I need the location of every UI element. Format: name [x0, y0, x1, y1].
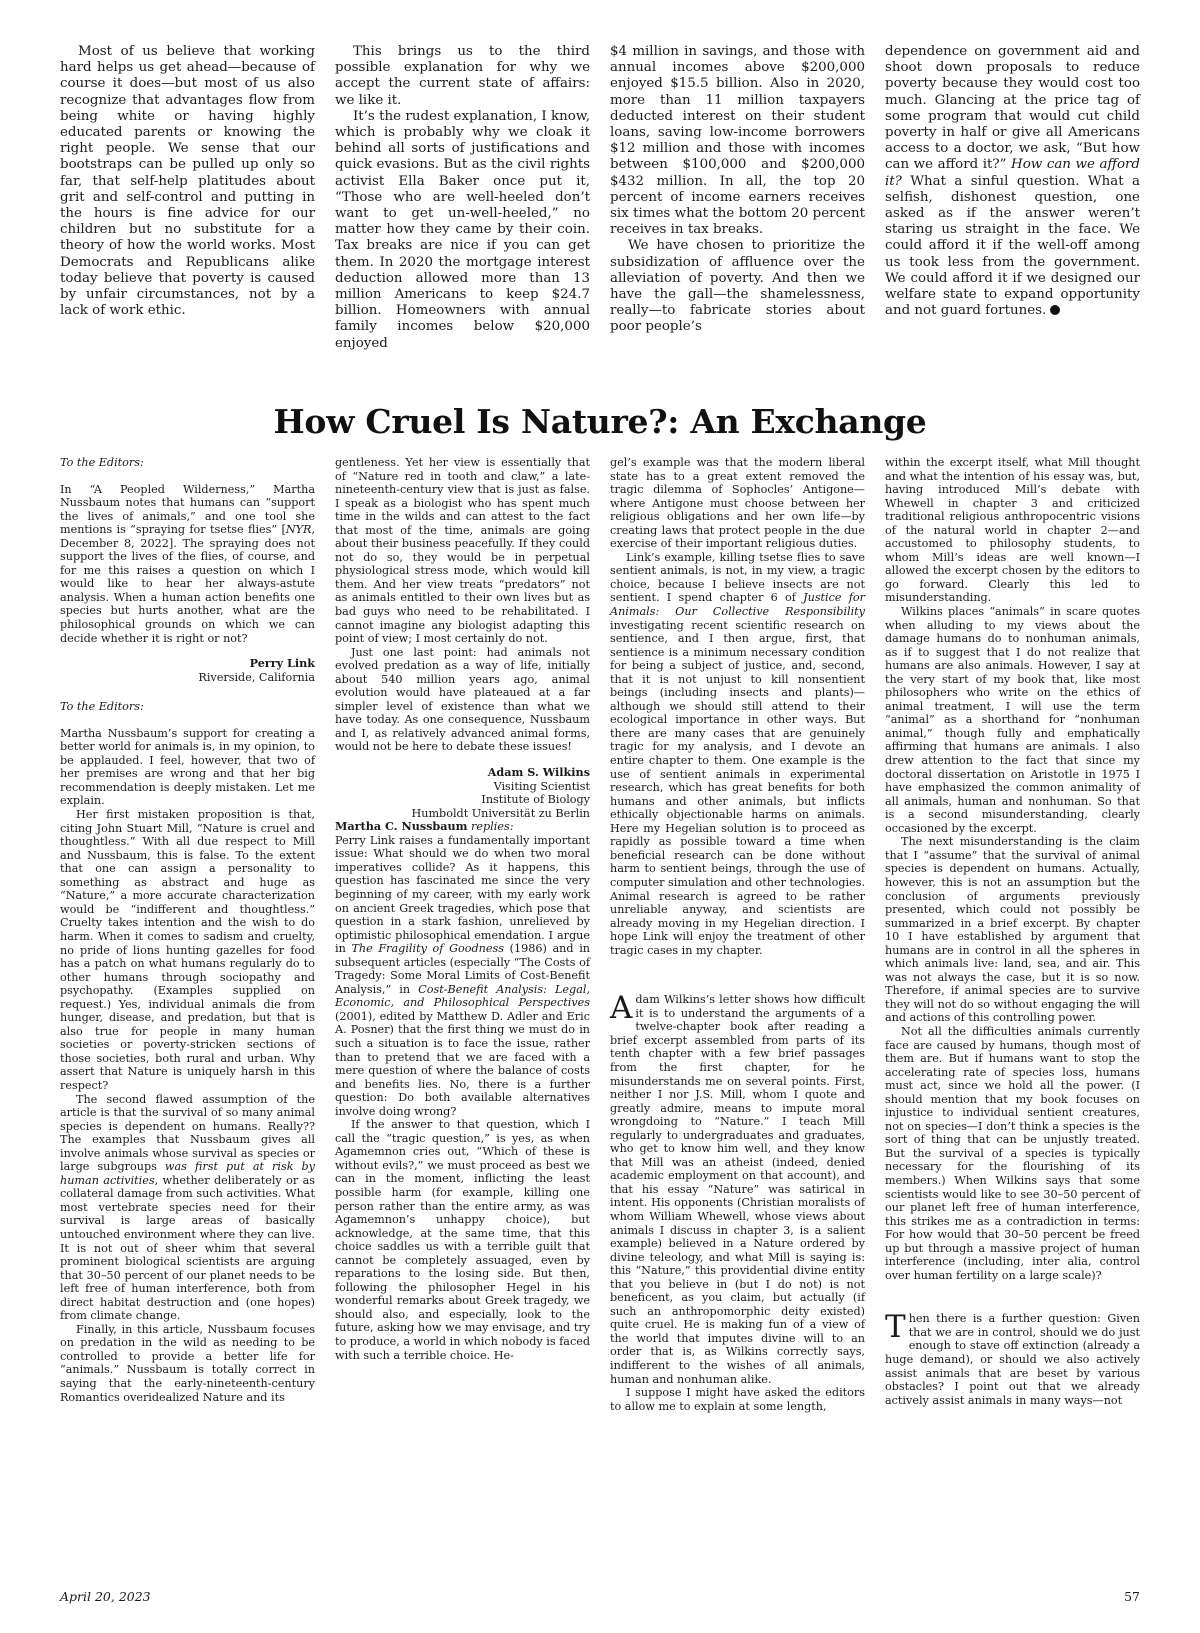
article-headline: How Cruel Is Nature?: An Exchange [273, 402, 927, 441]
reply-paragraph: If the answer to that question, which I call the “tragic question,” is yes, as when Agamemnon cries out, “Which of these is without evils?,” we must proceed as best we can in the moment, inflicting the least possible harm (for example, killing one person rather than the entire army, as was Agamemnon’s unhappy choice), but acknowledge, at the same time, that this choice saddles us with a terrible guilt that cannot be completely assuaged, even by reparations to the losing side. But then, following the philosopher Hegel in his wonderful remarks about Greek tragedy, we should also, and especially, look to the future, asking how we may envisage, and try to produce, a world in which nobody is faced with such a terrible choice. He- [335, 1118, 590, 1362]
paragraph: It’s the rudest explanation, I know, which is probably why we cloak it behind all sorts of justifications and quick evasions. But as the civil rights activist Ella Baker once put it, “Those who are well-heeled don’t want to get un-well-heeled,” no matter how they came by their coin. Tax breaks are nice if you can get them. In 2020 the mortgage interest deduction allowed more than 13 million Americans to keep $24.7 billion. Homeowners with annual family incomes below $20,000 enjoyed [335, 108, 590, 351]
top-column-2 [335, 44, 590, 352]
letter-paragraph [60, 1093, 315, 1323]
reply-paragraph: within the excerpt itself, what Mill thought and what the intention of his essay was, but, having introduced Mill’s debate with Whewell in chapter 3 and criticized traditional religious anthropocentric visions of the natural world in chapter 2—and accustomed to philosophy students, to whom Mill’s ideas are well known—I allowed the excerpt chosen by the editors to go forward. Clearly this led to misunderstanding. [885, 456, 1140, 605]
reply-paragraph: gel’s example was that the modern liberal state has to a great extent removed the tragic dilemma of Sophocles’ Antigone—where Antigone must choose between her religious obligations and her own life—by creating laws that protect people in the due exercise of their important religious duties. [610, 456, 865, 551]
end-of-article-mark [1050, 305, 1060, 315]
italic-text: Justice for Animals: Our Collective Responsibility [610, 591, 865, 619]
text-run: investigating recent scientific research on sentience, and I then argue, first, that sentience is a minimum necessary condition for being a subject of justice, and, second, that it is not unjust to kill nonsentient beings (including insects and plants)—although we should still attend to their ecological importance in other ways. But there are many cases that are genuinely tragic for my analysis, and I devote an entire chapter to them. One example is the use of sentient animals in experimental research, which has great benefits for both humans and other animals, but inflicts ethically objectionable harms on animals. Here my Hegelian solution is to proceed as rapidly as possible toward a time when beneficial research can be done without harm to sentient beings, through the use of computer simulation and other technologies. Animal research is agreed to be rather unreliable anyway, and scientists are already moving in my Hegelian direction. I hope Link will enjoy the treatment of other tragic cases in my chapter. [610, 618, 866, 957]
italic-text: The Fragility of Goodness [351, 942, 504, 956]
text-run: Perry Link raises a fundamentally important issue: What should we do when two moral imperatives collide? As it happens, this question has fascinated me since the very beginning of my career, with my early work on ancient Greek tragedies, which pose that question in a stark fashion, unrelieved by optimistic philosophical emendation. I argue in [335, 833, 590, 956]
top-column-4 [885, 44, 1140, 352]
italic-text: was first put at risk by human activities [60, 1160, 315, 1187]
text-run: dependence on government aid and shoot down proposals to reduce poverty because they would cost too much. Glancing at the price tag of some program that would cut child poverty in half or give all Americans access to a doctor, we ask, “But how can we afford it?” [885, 44, 1140, 173]
text-run: In “A Peopled Wilderness,” Martha Nussbaum notes that humans can “support the lives of animals,” and one tool she mentions is “spraying for tsetse flies” [ [60, 482, 315, 537]
reply-paragraph [885, 1309, 1140, 1407]
letter-paragraph: Her first mistaken proposition is that, citing John Stuart Mill, “Nature is cruel and thoughtless.” With all due respect to Mill and Nussbaum, this is false. To the extent that one can assign a personality to something as abstract and huge as “Nature,” a more accurate characterization would be “indifferent and thoughtless.” Cruelty takes intention and the wish to do harm. When it comes to sadism and cruelty, no pride of lions hunting gazelles for food has a patch on what humans regularly do to other humans through sociopathy and psychopathy. (Examples supplied on request.) Yes, individual animals die from hunger, disease, and predation, but that is also true for people in many human societies or poverty-stricken sections of those societies, both rural and urban. Why assert that Nature is uniquely harsh in this respect? [60, 808, 315, 1092]
text-run: (2001), edited by Matthew D. Adler and Eric A. Posner) that the first thing we must do in such a situation is to face the issue, rather than to pretend that we are faced with a mere question of where the balance of costs and benefits lies. No, there is a further question: Do both available alternatives involve doing wrong? [335, 1009, 590, 1118]
signature-institute: Institute of Biology [481, 793, 590, 807]
issue-date: April 20, 2023 [60, 1589, 151, 1604]
reply-author: Martha C. Nussbaum [335, 819, 468, 834]
italic-text: How can we afford it? [885, 157, 1140, 189]
letter-paragraph: Martha Nussbaum’s support for creating a better world for animals is, in my opinion, to be applauded. I feel, however, that two of her premises are wrong and that her big recommendation is deeply mistaken. Let me explain. [60, 726, 315, 808]
reply-paragraph: I suppose I might have asked the editors to allow me to explain at some length, [610, 1386, 865, 1413]
reply-paragraph: The next misunderstanding is the claim that I “assume” that the survival of animal species is dependent on humans. Actually, however, this is not an assumption but the conclusion of arguments previously presented, which could not possibly be summarized in a brief excerpt. By chapter 10 I have established by argument that humans are in control in all the spheres in which animals live: land, sea, and air. This was not always the case, but it is so now. Therefore, if animal species are to survive they will not do so without engaging the will and actions of this controlling power. [885, 835, 1140, 1025]
paragraph: This brings us to the third possible explanation for why we accept the current state of affairs: we like it. [335, 44, 590, 108]
italic-text: NYR [285, 523, 312, 537]
column-3 [610, 456, 865, 1576]
text-run: (1986) and in subsequent articles (especially “The Costs of Tragedy: Some Moral Limits of Cost-Benefit Analysis,” in [335, 942, 590, 996]
column-1 [60, 456, 315, 1576]
letter-paragraph: Finally, in this article, Nussbaum focuses on predation in the wild as needing to be controlled to provide a better life for “animals.” Nussbaum is totally correct in saying that the early-nineteenth-century Romantics overidealized Nature and its [60, 1322, 315, 1404]
top-column-3 [610, 44, 865, 352]
signature-name: Perry Link [249, 656, 315, 671]
signature-title: Visiting Scientist [493, 779, 590, 793]
text-run: hen there is a further question: Given that we are in control, should we do just enough to stave off extinction (already a huge demand), or should we also actively assist animals that are beset by various obstacles? I point out that we already actively assist animals in many ways—not [885, 1312, 1140, 1407]
salutation: To the Editors: [60, 456, 144, 469]
text-run: What a sinful question. What a selfish, dishonest question, one asked as if the answer weren’t staring us straight in the face. We could afford it if the well-off among us took less from the government. We could afford it if we designed our welfare state to expand opportunity and not guard fortunes. [885, 173, 1140, 319]
letter-paragraph: gentleness. Yet her view is essentially that of “Nature red in tooth and claw,” a late-nineteenth-century view that is just as false. I speak as a biologist who has spent much time in the wilds and can attest to the fact that most of the time, animals are going about their business peacefully. If they could not do so, they would be in perpetual physiological stress mode, which would kill them. And her view treats “predators” not as animals entitled to their own lives but as bad guys who need to be rehabilitated. I cannot imagine any biologist adapting this point of view; I most certainly do not. [335, 456, 590, 646]
reply-paragraph: Wilkins places “animals” in scare quotes when alluding to my views about the damage humans do to nonhuman animals, as if to suggest that I do not realize that humans are also animals. However, I say at the very start of my book that, like most philosophers who write on the ethics of animal treatment, I will use the term “animal” as a shorthand for “nonhuman animal,” though fully and emphatically affirming that humans are animals. I also drew attention to the fact that since my doctoral dissertation on Aristotle in 1975 I have emphasized the common animality of all animals, human and nonhuman. So that is a second misunderstanding, clearly occasioned by the excerpt. [885, 605, 1140, 835]
signature-adam-wilkins [335, 766, 590, 820]
page-number: 57 [1124, 1589, 1140, 1604]
letters-exchange [60, 456, 1140, 1576]
reply-paragraph [610, 551, 865, 957]
paragraph: Most of us believe that working hard helps us get ahead—because of course it does—but most of us also recognize that advantages flow from being white or having highly educated parents or knowing the right people. We sense that our bootstraps can be pulled up only so far, that self-help platitudes about grit and self-control and putting in the hours is fine advice for our children but no substitute for a theory of how the world works. Most Democrats and Republicans alike today believe that poverty is caused by unfair circumstances, not by a lack of work ethic. [60, 44, 315, 319]
previous-article-ending [60, 44, 1140, 351]
signature-name: Adam S. Wilkins [487, 765, 590, 780]
top-column-1 [60, 44, 315, 352]
signature-perry-link [60, 657, 315, 684]
column-4 [885, 456, 1140, 1576]
reply-paragraph: Not all the difficulties animals currently face are caused by humans, though most of them are. But if humans want to stop the accelerating rate of species loss, humans must act, since we hold all the power. (I should mention that my book focuses on injustice to individual sentient creatures, not on species—I don’t think a species is the sort of thing that can be unjustly treated. But the survival of a species is typically necessary for the flourishing of its members.) When Wilkins says that some scientists would like to see 30–50 percent of our planet left free of human interference, this strikes me as a contradiction in terms: For how would that 30–50 percent be freed up but through a massive project of human interference (including, inter alia, control over human fertility on a large scale)? [885, 1024, 1140, 1282]
text-run: dam Wilkins’s letter shows how difficult it is to understand the arguments of a twelve-chapter book after reading a brief excerpt assembled from parts of its tenth chapter with a few brief passages from the first chapter, for he misunderstands me on several points. First, neither I nor J.S. Mill, whom I quote and greatly admire, means to impute moral wrongdoing to “Nature.” I teach Mill regularly to undergraduates and graduates, who get to know him well, and they know that Mill was an atheist (indeed, denied academic employment on that account), and that his essay “Nature” was satirical in intent. His opponents (Christian moralists of whom William Whewell, whose views about animals I discuss in chapter 3, is a salient example) believed in a Nature ordered by divine teleology, and what Mill is saying is: this “Nature,” this providential divine entity that you believe in (but I do not) is not beneficent, as you claim, but actually (if such an anthropomorphic deity existed) quite cruel. He is making fun of a view of the world that imputes divine will to an order that is, as Wilkins correctly says, indifferent to the wishes of all animals, human and nonhuman alike. [610, 993, 865, 1386]
italic-text: Cost-Benefit Analysis: Legal, Economic, and Philosophical Perspectives [335, 982, 590, 1010]
paragraph: $4 million in savings, and those with annual incomes above $200,000 enjoyed $15.5 billion. Also in 2020, more than 11 million taxpayers deducted interest on their student loans, saving low-income borrowers $12 million and those with incomes between $100,000 and $200,000 $432 million. In all, the top 20 percent of income earners receives six times what the bottom 20 percent receives in tax breaks. [610, 44, 865, 238]
signature-location: Riverside, California [198, 670, 315, 684]
reply-heading [335, 820, 590, 834]
reply-paragraph [610, 990, 865, 1386]
reply-paragraph [335, 834, 590, 1118]
text-run: , December 8, 2022]. The spraying does not support the lives of the flies, of course, and for me this raises a question on which I would like to hear her always-astute analysis. When a human action benefits one species but hurts another, what are the philosophical grounds on which we can decide whether it is right or not? [60, 523, 315, 645]
paragraph [885, 44, 1140, 319]
text-run: , whether deliberately or as collateral damage from such activities. What most vertebrate species need for their survival is large areas of basically untouched environment where they can live. It is not out of sheer whim that several prominent biological scientists are arguing that 30–50 percent of our planet needs to be left free of human interference, both from direct habitat destruction and (one hopes) from climate change. [60, 1173, 316, 1323]
signature-university: Humboldt Universität zu Berlin [411, 806, 590, 820]
column-2 [335, 456, 590, 1576]
salutation: To the Editors: [60, 700, 144, 714]
text-run: Link’s example, killing tsetse flies to save sentient animals, is not, in my view, a tragic choice, because I believe insects are not sentient. I spend chapter 6 of [610, 550, 865, 605]
drop-cap: T [885, 1309, 906, 1346]
drop-cap: A [610, 990, 633, 1027]
letter-paragraph: Just one last point: had animals not evolved predation as a way of life, initially about 540 million years ago, animal evolution would have plateaued at a far simpler level of existence than what we have today. As one consequence, Nussbaum and I, as relatively advanced animal forms, would not be here to debate these issues! [335, 645, 590, 754]
paragraph: We have chosen to prioritize the subsidization of affluence over the alleviation of poverty. And then we have the gall—the shamelessness, really—to fabricate stories about poor people’s [610, 238, 865, 335]
reply-label: replies: [471, 820, 514, 834]
letter-paragraph [60, 483, 315, 646]
text-run: The second flawed assumption of the article is that the survival of so many animal species is dependent on humans. Really?? The examples that Nussbaum gives all involve animals whose survival as species or large subgroups [60, 1092, 315, 1174]
